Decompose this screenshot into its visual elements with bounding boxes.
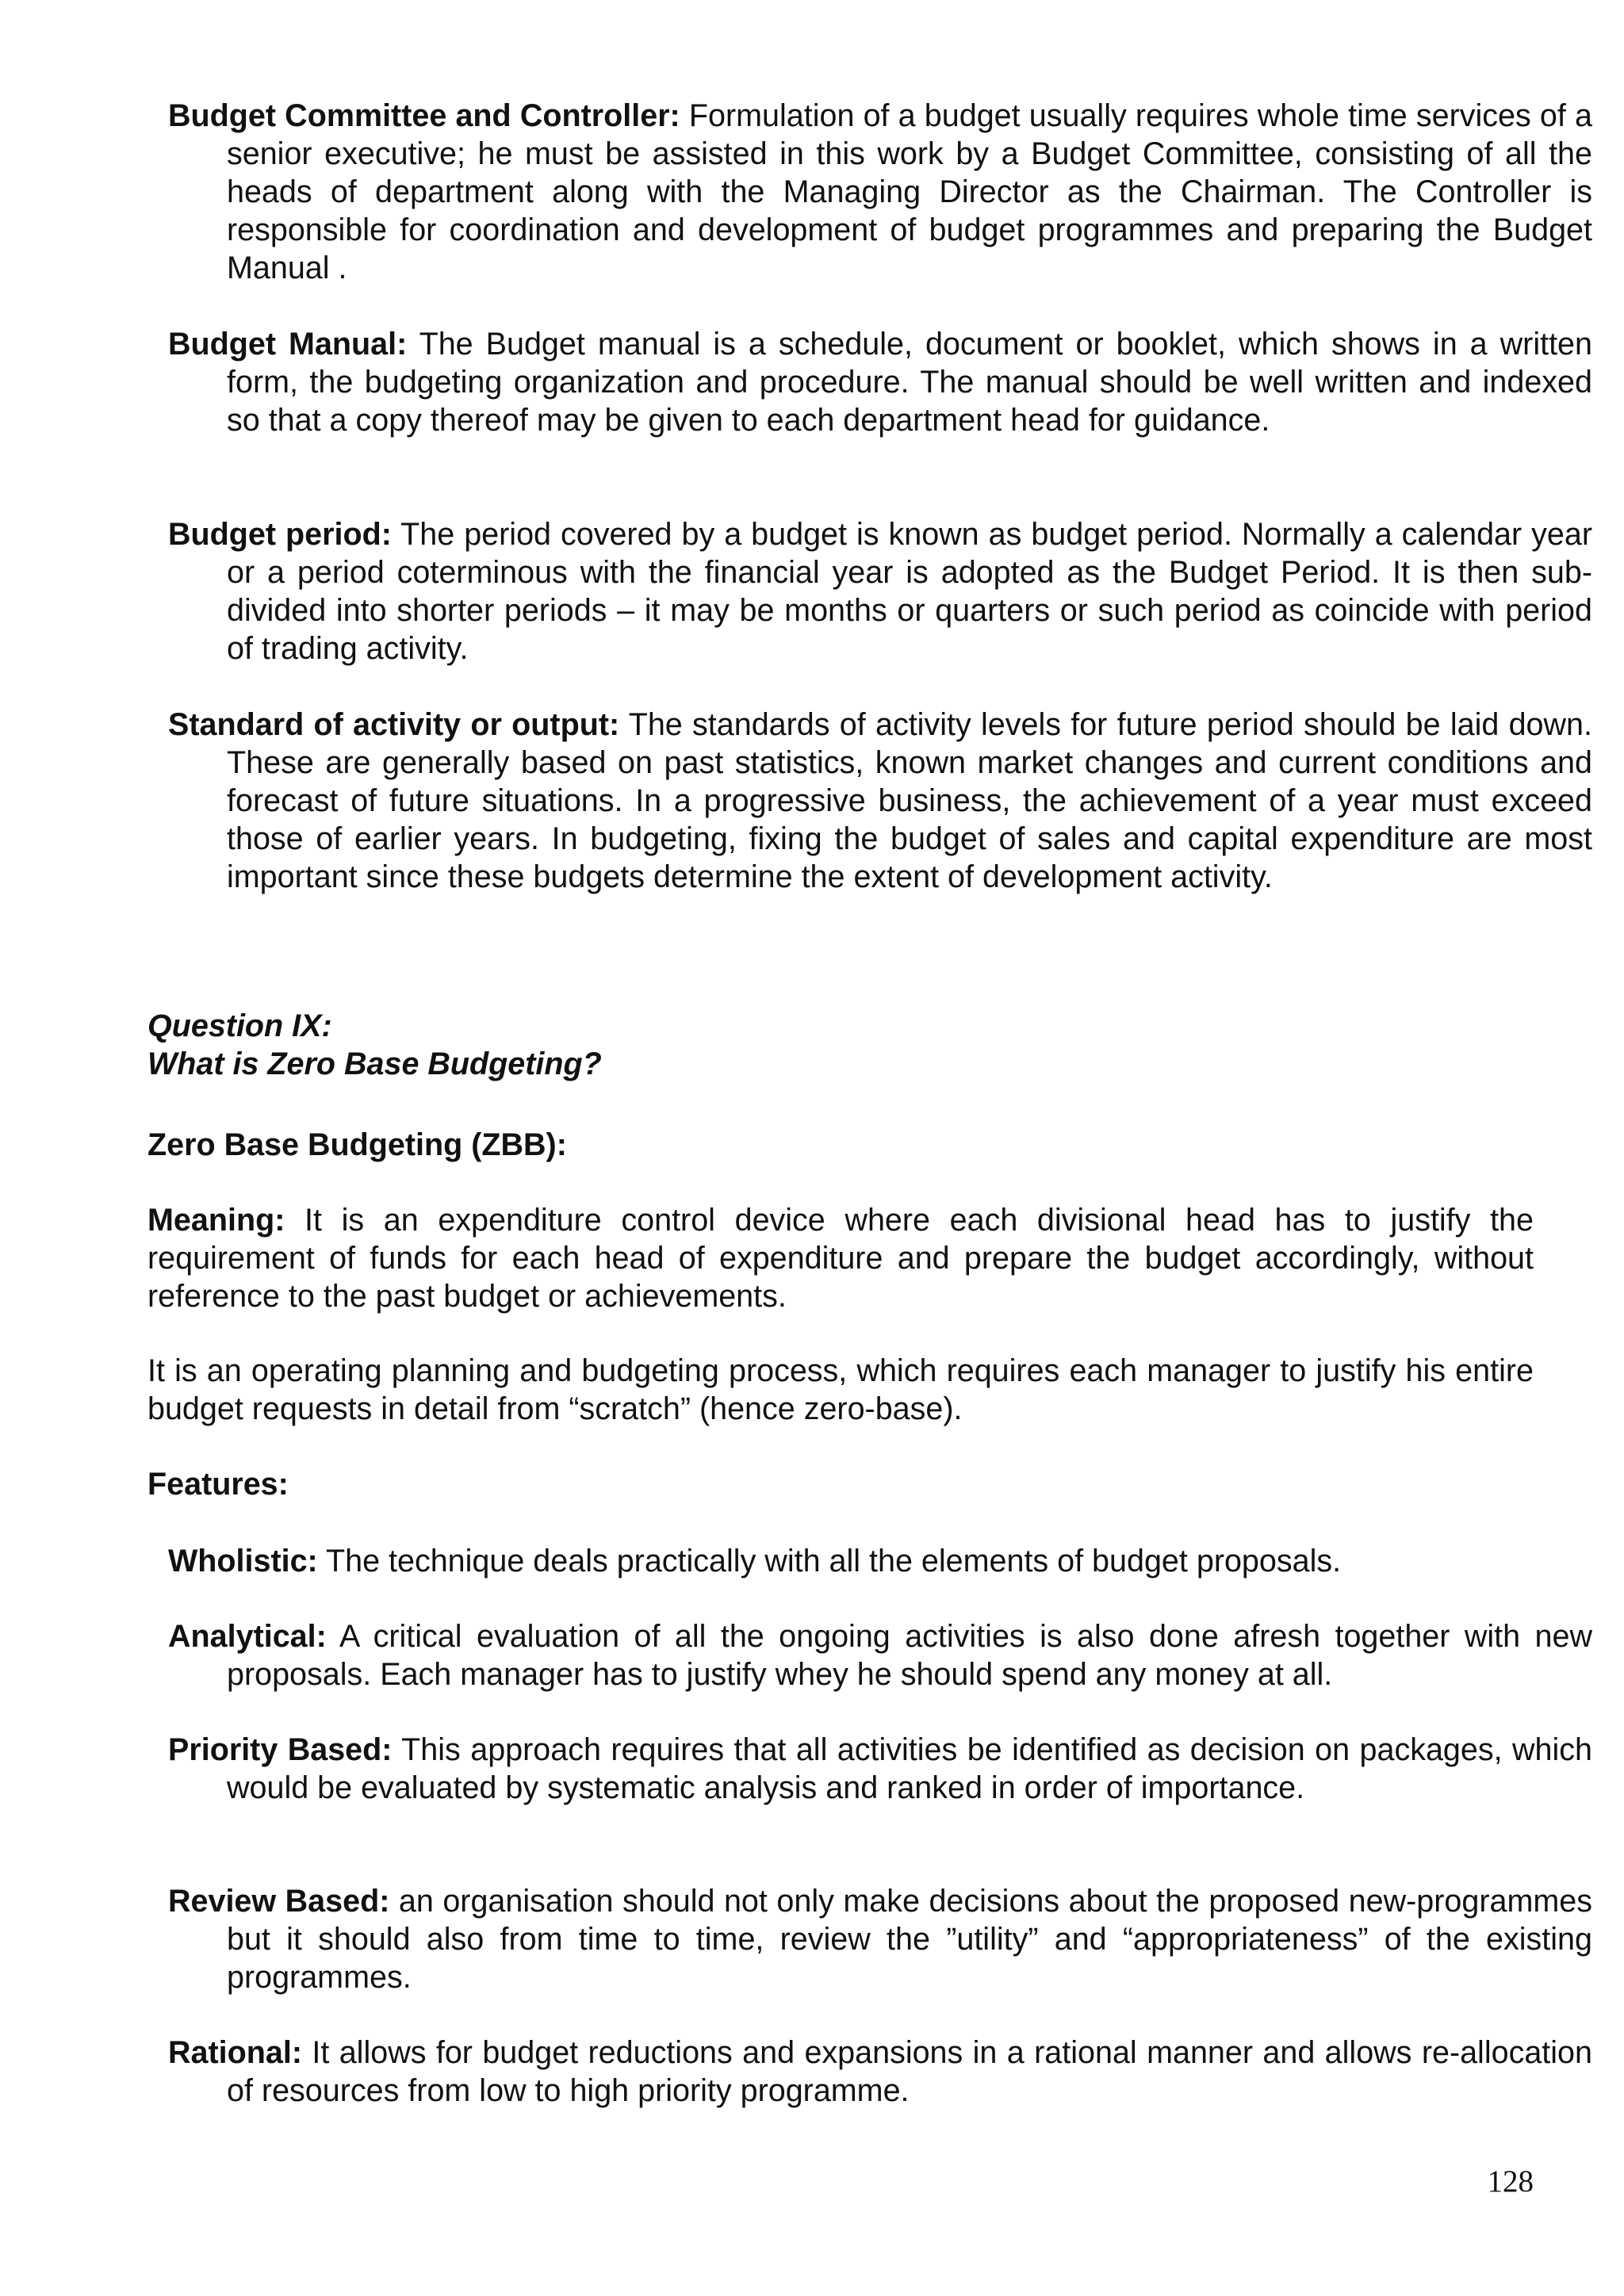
term-label: Review Based:	[168, 1884, 390, 1919]
feature-text: The technique deals practically with all the elements of budget proposals.	[325, 1544, 1342, 1578]
definition-text: The period covered by a budget is known as budget period. Normally a calendar year or a period coterminous with the financial year is adopted as the Budget Period. It is then sub-divided into shorter periods – it may be months or quarters or such period as coincide with period of trading activity.	[227, 517, 1593, 666]
feature-analytical	[168, 1617, 1592, 1693]
question-text: What is Zero Base Budgeting?	[147, 1047, 602, 1081]
feature-review-based	[168, 1882, 1592, 1996]
feature-rational	[168, 2034, 1592, 2110]
feature-text: It allows for budget reductions and expansions in a rational manner and allows re-allocation of resources from low to high priority programme.	[227, 2035, 1592, 2108]
term-label: Analytical:	[168, 1619, 327, 1654]
question-label: Question IX:	[147, 1008, 332, 1043]
term-label: Wholistic:	[168, 1544, 318, 1578]
features-heading: Features:	[147, 1467, 289, 1502]
zbb-heading: Zero Base Budgeting (ZBB):	[147, 1127, 567, 1162]
feature-wholistic	[168, 1542, 1592, 1580]
meaning-text: It is an expenditure control device where each divisional head has to justify the requirement of funds for each head of expenditure and prepare the budget accordingly, without reference to the past budget or achievements.	[147, 1203, 1534, 1314]
term-label: Meaning:	[147, 1203, 285, 1238]
meaning-paragraph	[147, 1201, 1534, 1315]
definition-budget-manual	[168, 325, 1592, 439]
feature-text: A critical evaluation of all the ongoing activities is also done afresh together with new proposals. Each manager has to justify whey he should spend any money at all.	[227, 1619, 1592, 1692]
page-number: 128	[1487, 2164, 1534, 2198]
term-label: Rational:	[168, 2035, 302, 2070]
definition-text: Formulation of a budget usually requires whole time services of a senior executive; he must be assisted in this work by a Budget Committee, consisting of all the heads of department along with the Managing Director as the Chairman. The Controller is responsible for coordination and development of budget programmes and preparing the Budget Manual .	[227, 98, 1592, 285]
term-label: Priority Based:	[168, 1732, 393, 1767]
term-label: Standard of activity or output:	[168, 707, 620, 742]
feature-text: This approach requires that all activities be identified as decision on packages, which would be evaluated by systematic analysis and ranked in order of importance.	[227, 1732, 1592, 1805]
feature-priority-based	[168, 1731, 1592, 1807]
definition-standard-of-activity	[168, 706, 1592, 896]
feature-text: an organisation should not only make decisions about the proposed new-programmes but it should also from time to time, review the ”utility” and “appropriateness” of the existing programmes.	[227, 1884, 1592, 1995]
definition-text: The standards of activity levels for future period should be laid down. These are generally based on past statistics, known market changes and current conditions and forecast of future situations. In a progressive business, the achievement of a year must exceed those of earlier years. In budgeting, fixing the budget of sales and capital expenditure are most important since these budgets determine the extent of development activity.	[227, 707, 1592, 894]
operating-paragraph: It is an operating planning and budgeting process, which requires each manager to justify his entire budget requests in detail from “scratch” (hence zero-base).	[147, 1353, 1534, 1426]
term-label: Budget period:	[168, 517, 392, 552]
definition-text: The Budget manual is a schedule, document or booklet, which shows in a written form, the budgeting organization and procedure. The manual should be well written and indexed so that a copy thereof may be given to each department head for guidance.	[227, 327, 1592, 438]
definition-budget-committee	[168, 97, 1592, 287]
term-label: Budget Committee and Controller:	[168, 98, 680, 133]
term-label: Budget Manual:	[168, 327, 408, 362]
definition-budget-period	[168, 515, 1592, 668]
